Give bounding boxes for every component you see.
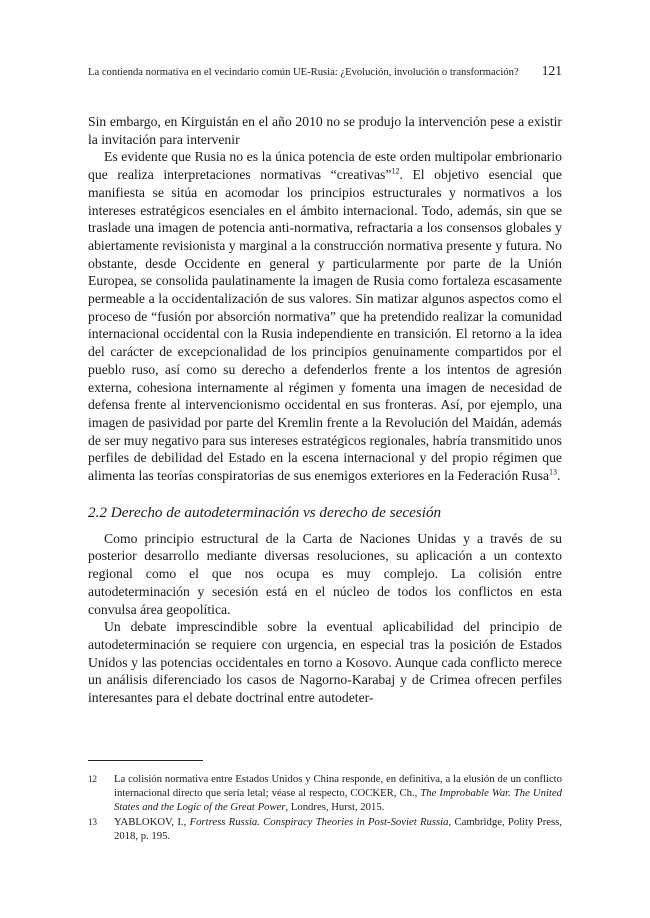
- footnote-text-part: , Londres, Hurst, 2015.: [285, 801, 385, 813]
- footnote-text: [114, 772, 562, 814]
- footnote-book-title: The Improbable War. The United States and the Logic of the Great Power: [114, 787, 562, 813]
- footnote-text-part: , Cambridge, Polity Press, 2018, p. 195.: [114, 816, 562, 842]
- paragraph-3: Como principio estructural de la Carta de Naciones Unidas y a través de su posterior desarrollo mediante diversas resoluciones, su aplicación a un contexto regional como el que nos ocupa es muy complejo. La colisión entre autodeterminación y secesión está en el núcleo de todos los conflictos en esta convulsa área geopolítica.: [88, 530, 562, 617]
- footnote-ref-12[interactable]: 12: [391, 166, 400, 176]
- paragraph-2-text-c: .: [557, 468, 561, 484]
- running-header: [88, 63, 562, 79]
- section-heading: 2.2 Derecho de autodeterminación vs derecho de secesión: [88, 503, 442, 521]
- footnote-text: [114, 815, 562, 843]
- main-text: [88, 113, 562, 707]
- footnotes: [88, 772, 562, 844]
- footnote-text-part: YABLOKOV, I.,: [114, 816, 190, 828]
- footnote-12: [88, 772, 562, 814]
- paragraph-2: [88, 148, 562, 484]
- footnote-13: [88, 815, 562, 843]
- footnote-divider: [88, 760, 203, 761]
- page-number: 121: [541, 63, 562, 78]
- footnote-number: 13: [88, 817, 97, 827]
- footnote-text-part: La colisión normativa entre Estados Unidos y China responde, en definitiva, a la elusión de un conflicto internacional directo que sería letal; véase al respecto, COCKER, Ch.,: [114, 773, 562, 799]
- paragraph-2-text-b: . El objetivo esencial que manifiesta se sitúa en acomodar los principios estructurales y normativos a los intereses estratégicos esenciales en el ámbito internacional. Todo, además, sin que se traslade una imagen de potencia anti-normativa, refractaria a los consensos globales y abiertamente revisionista y marginal a la construcción normativa presente y futura. No obstante, desde Occidente en general y particularmente por parte de la Unión Europea, se consolida paulatinamente la imagen de Rusia como fortaleza escasamente permeable a la occidentalización de sus valores. Sin matizar algunos aspectos como el proceso de “fusión por absorción normativa” que ha pretendido realizar la comunidad internacional occidental con la Rusia independiente en transición. El retorno a la idea del carácter de excepcionalidad de los principios genuinamente compartidos por el pueblo ruso, así como su derecho a defenderlos frente a los intentos de agresión externa, cohesiona internamente al régimen y fomenta una imagen de necesidad de defensa frente al intervencionismo occidental en sus fronteras. Así, por ejemplo, una imagen de pasividad por parte del Kremlin frente a la Revolución del Maidán, además de ser muy negativo para sus intereses estratégicos regionales, habría transmitido unos perfiles de debilidad del Estado en la escena internacional y del propio régimen que alimenta las teorías conspiratorias de sus enemigos exteriores en la Federación Rusa: [88, 167, 562, 484]
- footnote-ref-13[interactable]: 13: [549, 467, 558, 477]
- footnote-number: 12: [88, 774, 97, 784]
- running-title: La contienda normativa en el vecindario común UE-Rusia: ¿Evolución, involución o transformación?: [88, 67, 519, 78]
- paragraph-2-text-a: Es evidente que Rusia no es la única potencia de este orden multipolar embrionario que realiza interpretaciones normativas “creativas”: [88, 149, 562, 183]
- paragraph-4: Un debate imprescindible sobre la eventual aplicabilidad del principio de autodeterminación se requiere con urgencia, en especial tras la posición de Estados Unidos y las potencias occidentales en torno a Kosovo. Aunque cada conflicto merece un análisis diferenciado los casos de Nagorno-Karabaj y de Crimea ofrecen perfiles interesantes para el debate doctrinal entre autodeter-: [88, 619, 562, 706]
- paragraph-1: Sin embargo, en Kirguistán en el año 2010 no se produjo la intervención pese a existir la invitación para intervenir: [88, 114, 562, 147]
- footnote-book-title: Fortress Russia. Conspiracy Theories in Post-Soviet Russia: [189, 816, 449, 828]
